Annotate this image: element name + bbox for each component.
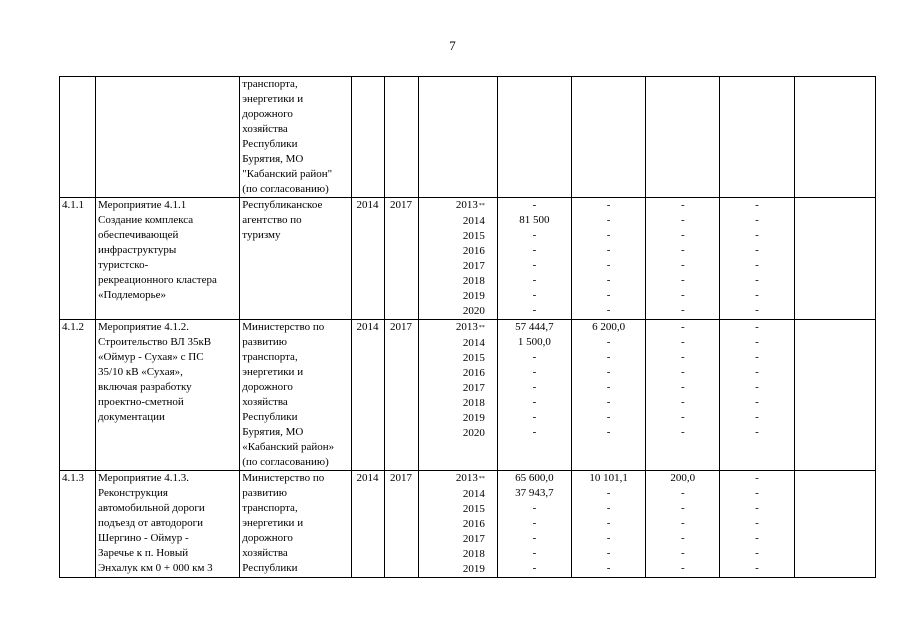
executor-line: Министерство по — [242, 472, 325, 484]
year-line — [421, 381, 495, 396]
executor-line: транспорта, — [242, 502, 298, 514]
row-extra — [794, 77, 875, 198]
year-line — [421, 517, 495, 532]
value-line: - — [532, 366, 537, 378]
row-v2 — [572, 320, 646, 471]
table-row — [60, 77, 876, 198]
year-line — [421, 320, 495, 336]
value-line: - — [755, 517, 759, 529]
row-executor — [240, 198, 351, 320]
row-v1 — [497, 77, 571, 198]
value-line: - — [606, 229, 611, 241]
year-line — [421, 229, 495, 244]
row-extra — [794, 198, 875, 320]
value-line: - — [755, 229, 759, 241]
year-line — [421, 304, 495, 319]
table-body — [60, 77, 876, 578]
executor-line: дорожного — [242, 532, 293, 544]
value-line: - — [606, 244, 611, 256]
value-line: - — [755, 562, 759, 574]
value-line: - — [606, 336, 611, 348]
value-line: - — [606, 532, 611, 544]
value-line: - — [606, 562, 611, 574]
value-line: - — [532, 259, 537, 271]
name-line: Мероприятие 4.1.2. — [98, 321, 189, 333]
year-line — [421, 502, 495, 517]
value-line: - — [606, 547, 611, 559]
value-line: - — [755, 366, 759, 378]
value-line: - — [532, 517, 537, 529]
year-line — [421, 366, 495, 381]
row-name — [96, 77, 240, 198]
value-line: - — [680, 396, 685, 408]
value-line: 65 600,0 — [515, 472, 554, 484]
year-line — [421, 289, 495, 304]
name-line: проектно-сметной — [98, 396, 184, 408]
value-line: - — [680, 351, 685, 363]
executor-line: энергетики и — [242, 93, 304, 105]
executor-line: дорожного — [242, 381, 293, 393]
executor-line: дорожного — [242, 108, 293, 120]
table-row — [60, 198, 876, 320]
executor-line: Республики — [242, 411, 298, 423]
name-line: Заречье к п. Новый — [98, 547, 189, 559]
table-row — [60, 320, 876, 471]
executor-line: транспорта, — [242, 351, 298, 363]
value-line: - — [532, 229, 537, 241]
row-v3 — [646, 320, 720, 471]
value-line: - — [680, 426, 685, 438]
value-line: - — [755, 244, 759, 256]
value-line: - — [680, 289, 685, 301]
row-extra — [794, 471, 875, 578]
value-line: - — [532, 562, 537, 574]
executor-line: хозяйства — [242, 396, 288, 408]
year-line — [421, 547, 495, 562]
value-line: - — [606, 426, 611, 438]
value-line: - — [606, 304, 611, 316]
value-line: - — [532, 381, 537, 393]
value-line: - — [755, 289, 759, 301]
value-line: - — [606, 259, 611, 271]
value-line: - — [680, 487, 685, 499]
executor-line: развитию — [242, 487, 288, 499]
value-line: - — [755, 351, 759, 363]
year-value: 2016 — [462, 245, 485, 257]
executor-line: "Кабанский район" — [242, 168, 333, 180]
value-line: - — [680, 274, 685, 286]
executor-line: агентство по — [242, 214, 302, 226]
value-line: - — [755, 381, 759, 393]
value-line: - — [755, 472, 759, 484]
value-line: - — [532, 532, 537, 544]
row-years — [418, 320, 497, 471]
value-line: - — [606, 214, 611, 226]
row-name — [96, 471, 240, 578]
year-value: 2015 — [462, 503, 485, 515]
row-year-end: 2017 — [384, 471, 418, 578]
executor-line: Бурятия, МО — [242, 426, 304, 438]
year-line — [421, 244, 495, 259]
executor-line: (по согласованию) — [242, 456, 329, 468]
row-years — [418, 77, 497, 198]
value-line: - — [606, 411, 611, 423]
value-line: - — [680, 304, 685, 316]
value-line: - — [532, 274, 537, 286]
row-v1 — [497, 320, 571, 471]
row-executor — [240, 471, 351, 578]
year-line — [421, 259, 495, 274]
executor-line: хозяйства — [242, 547, 288, 559]
value-line: - — [755, 259, 759, 271]
value-line: - — [532, 244, 537, 256]
executor-line: «Кабанский район» — [242, 441, 335, 453]
row-v3 — [646, 198, 720, 320]
year-line — [421, 487, 495, 502]
executor-line: (по согласованию) — [242, 183, 329, 195]
value-line: - — [532, 426, 537, 438]
value-line: - — [755, 426, 759, 438]
row-years — [418, 198, 497, 320]
footnote-mark: ** — [478, 476, 485, 482]
value-line: - — [680, 229, 685, 241]
value-line: 10 101,1 — [589, 472, 628, 484]
executor-line: Республиканское — [242, 199, 323, 211]
value-line: - — [532, 199, 537, 211]
value-line: - — [755, 321, 759, 333]
year-line — [421, 396, 495, 411]
name-line: Реконструкция — [98, 487, 168, 499]
page-number: 7 — [449, 38, 456, 53]
row-v3 — [646, 471, 720, 578]
name-line: рекреационного кластера — [98, 274, 217, 286]
year-value: 2020 — [462, 427, 485, 439]
value-line: - — [532, 396, 537, 408]
value-line: - — [532, 304, 537, 316]
executor-line: Министерство по — [242, 321, 325, 333]
year-value: 2016 — [462, 367, 485, 379]
value-line: 6 200,0 — [592, 321, 626, 333]
name-line: Создание комплекса — [98, 214, 194, 226]
name-line: Мероприятие 4.1.1 — [98, 199, 187, 211]
value-line: - — [680, 244, 685, 256]
year-line — [421, 411, 495, 426]
value-line: - — [606, 366, 611, 378]
executor-line: энергетики и — [242, 366, 304, 378]
value-line: - — [680, 336, 685, 348]
value-line: - — [606, 199, 611, 211]
value-line: - — [755, 274, 759, 286]
row-v4 — [720, 77, 794, 198]
year-value: 2018 — [462, 397, 485, 409]
row-year-end — [384, 77, 418, 198]
footnote-mark: ** — [478, 203, 485, 209]
year-line — [421, 562, 495, 577]
program-table — [59, 76, 876, 578]
year-line — [421, 426, 495, 441]
executor-line: Республики — [242, 138, 298, 150]
year-value: 2015 — [462, 230, 485, 242]
executor-line: энергетики и — [242, 517, 304, 529]
row-v3 — [646, 77, 720, 198]
value-line: 57 444,7 — [515, 321, 554, 333]
year-value: 2018 — [462, 275, 485, 287]
value-line: - — [680, 321, 685, 333]
year-value: 2015 — [462, 352, 485, 364]
value-line: - — [755, 502, 759, 514]
value-line: - — [532, 289, 537, 301]
name-line: «Подлеморье» — [98, 289, 167, 301]
row-v1 — [497, 471, 571, 578]
row-code: 4.1.3 — [60, 471, 96, 578]
value-line: - — [755, 304, 759, 316]
value-line: - — [680, 259, 685, 271]
row-year-start: 2014 — [351, 471, 384, 578]
executor-line: развитию — [242, 336, 288, 348]
value-line: - — [680, 532, 685, 544]
row-executor — [240, 77, 351, 198]
name-line: инфраструктуры — [98, 244, 177, 256]
value-line: - — [755, 547, 759, 559]
name-line: «Оймур - Сухая» с ПС — [98, 351, 204, 363]
year-value: 2013 — [455, 321, 478, 333]
value-line: - — [606, 274, 611, 286]
row-executor — [240, 320, 351, 471]
row-year-start — [351, 77, 384, 198]
year-line — [421, 214, 495, 229]
name-line: обеспечивающей — [98, 229, 179, 241]
row-year-end: 2017 — [384, 320, 418, 471]
row-v4 — [720, 198, 794, 320]
footnote-mark: ** — [478, 325, 485, 331]
value-line: - — [755, 411, 759, 423]
value-line: - — [606, 381, 611, 393]
value-line: - — [680, 547, 685, 559]
year-value: 2014 — [462, 215, 485, 227]
value-line: - — [680, 411, 685, 423]
value-line: - — [680, 502, 685, 514]
executor-line: Республики — [242, 562, 298, 574]
name-line: туристско- — [98, 259, 149, 271]
value-line: - — [532, 502, 537, 514]
row-code — [60, 77, 96, 198]
row-name — [96, 198, 240, 320]
executor-line: Бурятия, МО — [242, 153, 304, 165]
value-line: - — [755, 532, 759, 544]
name-line: Мероприятие 4.1.3. — [98, 472, 189, 484]
year-value: 2016 — [462, 518, 485, 530]
year-value: 2017 — [462, 533, 485, 545]
value-line: - — [680, 562, 685, 574]
executor-line: хозяйства — [242, 123, 288, 135]
year-value: 2014 — [462, 337, 485, 349]
year-line — [421, 471, 495, 487]
value-line: - — [680, 214, 685, 226]
year-value: 2013 — [455, 472, 478, 484]
value-line: - — [755, 214, 759, 226]
name-line: автомобильной дороги — [98, 502, 205, 514]
row-v1 — [497, 198, 571, 320]
value-line: 37 943,7 — [515, 487, 554, 499]
year-line — [421, 351, 495, 366]
row-year-start: 2014 — [351, 198, 384, 320]
value-line: - — [606, 502, 611, 514]
row-code: 4.1.2 — [60, 320, 96, 471]
row-code: 4.1.1 — [60, 198, 96, 320]
row-years — [418, 471, 497, 578]
value-line: 81 500 — [519, 214, 550, 226]
name-line: подъезд от автодороги — [98, 517, 203, 529]
value-line: - — [755, 487, 759, 499]
row-v2 — [572, 198, 646, 320]
value-line: - — [606, 396, 611, 408]
row-name — [96, 320, 240, 471]
value-line: - — [680, 199, 685, 211]
year-value: 2020 — [462, 305, 485, 317]
value-line: 1 500,0 — [517, 336, 551, 348]
year-value: 2017 — [462, 382, 485, 394]
row-extra — [794, 320, 875, 471]
year-value: 2019 — [462, 412, 485, 424]
row-v2 — [572, 471, 646, 578]
executor-line: туризму — [242, 229, 281, 241]
value-line: 200,0 — [670, 472, 696, 484]
name-line: документации — [98, 411, 165, 423]
name-line: включая разработку — [98, 381, 192, 393]
row-v2 — [572, 77, 646, 198]
value-line: - — [606, 487, 611, 499]
year-line — [421, 336, 495, 351]
year-value: 2017 — [462, 260, 485, 272]
name-line: Строительство ВЛ 35кВ — [98, 336, 212, 348]
year-value: 2013 — [455, 199, 478, 211]
row-v4 — [720, 471, 794, 578]
row-year-end: 2017 — [384, 198, 418, 320]
year-value: 2014 — [462, 488, 485, 500]
value-line: - — [532, 547, 537, 559]
value-line: - — [532, 411, 537, 423]
value-line: - — [606, 289, 611, 301]
value-line: - — [680, 517, 685, 529]
value-line: - — [532, 351, 537, 363]
value-line: - — [755, 336, 759, 348]
value-line: - — [680, 381, 685, 393]
name-line: Шергино - Оймур - — [98, 532, 189, 544]
name-line: 35/10 кВ «Сухая», — [98, 366, 183, 378]
row-year-start: 2014 — [351, 320, 384, 471]
value-line: - — [680, 366, 685, 378]
year-value: 2019 — [462, 563, 485, 575]
value-line: - — [755, 396, 759, 408]
name-line: Энхалук км 0 + 000 км 3 — [98, 562, 213, 574]
value-line: - — [606, 351, 611, 363]
value-line: - — [606, 517, 611, 529]
value-line: - — [755, 199, 759, 211]
table-row — [60, 471, 876, 578]
year-value: 2019 — [462, 290, 485, 302]
year-line — [421, 274, 495, 289]
year-value: 2018 — [462, 548, 485, 560]
executor-line: транспорта, — [242, 78, 298, 90]
row-v4 — [720, 320, 794, 471]
year-line — [421, 532, 495, 547]
year-line — [421, 198, 495, 214]
